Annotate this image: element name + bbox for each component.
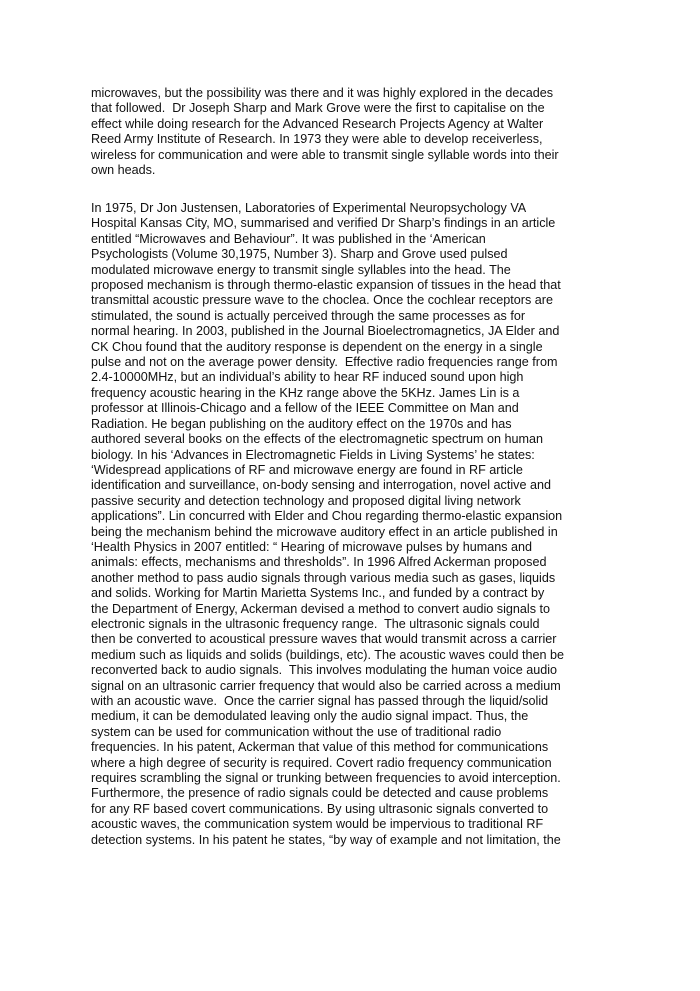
text-line: pulse and not on the average power density. Effective radio frequencies range from xyxy=(91,355,558,370)
text-line: stimulated, the sound is actually perceived through the same processes as for xyxy=(91,308,526,323)
text-line: with an acoustic wave. Once the carrier signal has passed through the liquid/solid xyxy=(91,694,549,708)
text-line: reconverted back to audio signals. This involves modulating the human voice audio xyxy=(91,663,558,678)
text-line: for any RF based covert communications. By using ultrasonic signals converted to xyxy=(91,801,549,816)
text-line: frequencies. In his patent, Ackerman that value of this method for communications xyxy=(91,740,549,755)
text-line: then be converted to acoustical pressure waves that would transmit across a carrier xyxy=(91,632,557,647)
text-line: frequency acoustic hearing in the KHz range above the 5KHz. James Lin is a xyxy=(91,385,520,400)
text-line: the Department of Energy, Ackerman devised a method to convert audio signals to xyxy=(91,601,550,616)
text-line: modulated microwave energy to transmit single syllables into the head. The xyxy=(91,262,511,277)
text-line: In 1975, Dr Jon Justensen, Laboratories of Experimental Neuropsychology VA xyxy=(91,201,527,215)
text-line: CK Chou found that the auditory response is dependent on the energy in a single xyxy=(91,339,543,354)
text-line: detection systems. In his patent he states, “by way of example and not limitation, the xyxy=(91,832,561,847)
text-line: animals: effects, mechanisms and thresholds”. In 1996 Alfred Ackerman proposed xyxy=(91,555,547,570)
text-line: wireless for communication and were able to transmit single syllable words into their xyxy=(91,147,559,162)
text-line: own heads. xyxy=(91,163,156,178)
text-line: effect while doing research for the Advanced Research Projects Agency at Walter xyxy=(91,116,544,131)
text-line: Reed Army Institute of Research. In 1973 they were able to develop receiverless, xyxy=(91,132,543,147)
text-line: that followed. Dr Joseph Sharp and Mark Grove were the first to capitalise on the xyxy=(91,101,545,116)
text-line: authored several books on the effects of the electromagnetic spectrum on human xyxy=(91,432,544,447)
text-line: signal on an ultrasonic carrier frequency that would also be carried across a medium xyxy=(91,678,561,693)
text-line: ‘Health Physics in 2007 entitled: “ Hearing of microwave pulses by humans and xyxy=(91,539,533,554)
text-line: normal hearing. In 2003, published in the Journal Bioelectromagnetics, JA Elder and xyxy=(91,324,560,339)
text-line: another method to pass audio signals through various media such as gases, liquids xyxy=(91,570,556,585)
text-line: electronic signals in the ultrasonic frequency range. The ultrasonic signals could xyxy=(91,616,540,631)
paragraph-1 xyxy=(91,86,621,178)
text-line: Radiation. He began publishing on the auditory effect on the 1970s and has xyxy=(91,416,512,431)
text-line: biology. In his ‘Advances in Electromagnetic Fields in Living Systems’ he states: xyxy=(91,447,535,462)
text-line: Furthermore, the presence of radio signals could be detected and cause problems xyxy=(91,786,549,801)
text-line: identification and surveillance, on-body sensing and interrogation, novel active and xyxy=(91,478,551,493)
text-line: applications”. Lin concurred with Elder and Chou regarding thermo-elastic expansion xyxy=(91,509,563,524)
text-line: medium such as liquids and solids (buildings, etc). The acoustic waves could then be xyxy=(91,647,564,662)
text-line: ‘Widespread applications of RF and microwave energy are found in RF article xyxy=(91,462,523,477)
text-line: being the mechanism behind the microwave auditory effect in an article published in xyxy=(91,524,558,539)
text-line: system can be used for communication without the use of traditional radio xyxy=(91,724,502,739)
text-line: passive security and detection technology and proposed digital living network xyxy=(91,493,521,508)
text-line: entitled “Microwaves and Behaviour”. It was published in the ‘American xyxy=(91,231,486,246)
text-line: microwaves, but the possibility was there and it was highly explored in the decades xyxy=(91,86,554,100)
text-line: and solids. Working for Martin Marietta Systems Inc., and funded by a contract by xyxy=(91,586,545,601)
text-line: professor at Illinois-Chicago and a fellow of the IEEE Committee on Man and xyxy=(91,401,519,416)
paragraph-2 xyxy=(91,201,621,848)
text-line: transmittal acoustic pressure wave to the choclea. Once the cochlear receptors are xyxy=(91,293,553,308)
text-line: Hospital Kansas City, MO, summarised and verified Dr Sharp’s findings in an article xyxy=(91,216,556,231)
text-line: where a high degree of security is required. Covert radio frequency communication xyxy=(91,755,552,770)
text-line: requires scrambling the signal or trunking between frequencies to avoid interception. xyxy=(91,771,561,786)
text-line: medium, it can be demodulated leaving only the audio signal impact. Thus, the xyxy=(91,709,529,724)
text-line: 2.4-10000MHz, but an individual’s ability to hear RF induced sound upon high xyxy=(91,370,524,385)
text-line: proposed mechanism is through thermo-elastic expansion of tissues in the head that xyxy=(91,278,561,293)
text-line: acoustic waves, the communication system would be impervious to traditional RF xyxy=(91,817,544,832)
text-line: Psychologists (Volume 30,1975, Number 3). Sharp and Grove used pulsed xyxy=(91,247,508,262)
